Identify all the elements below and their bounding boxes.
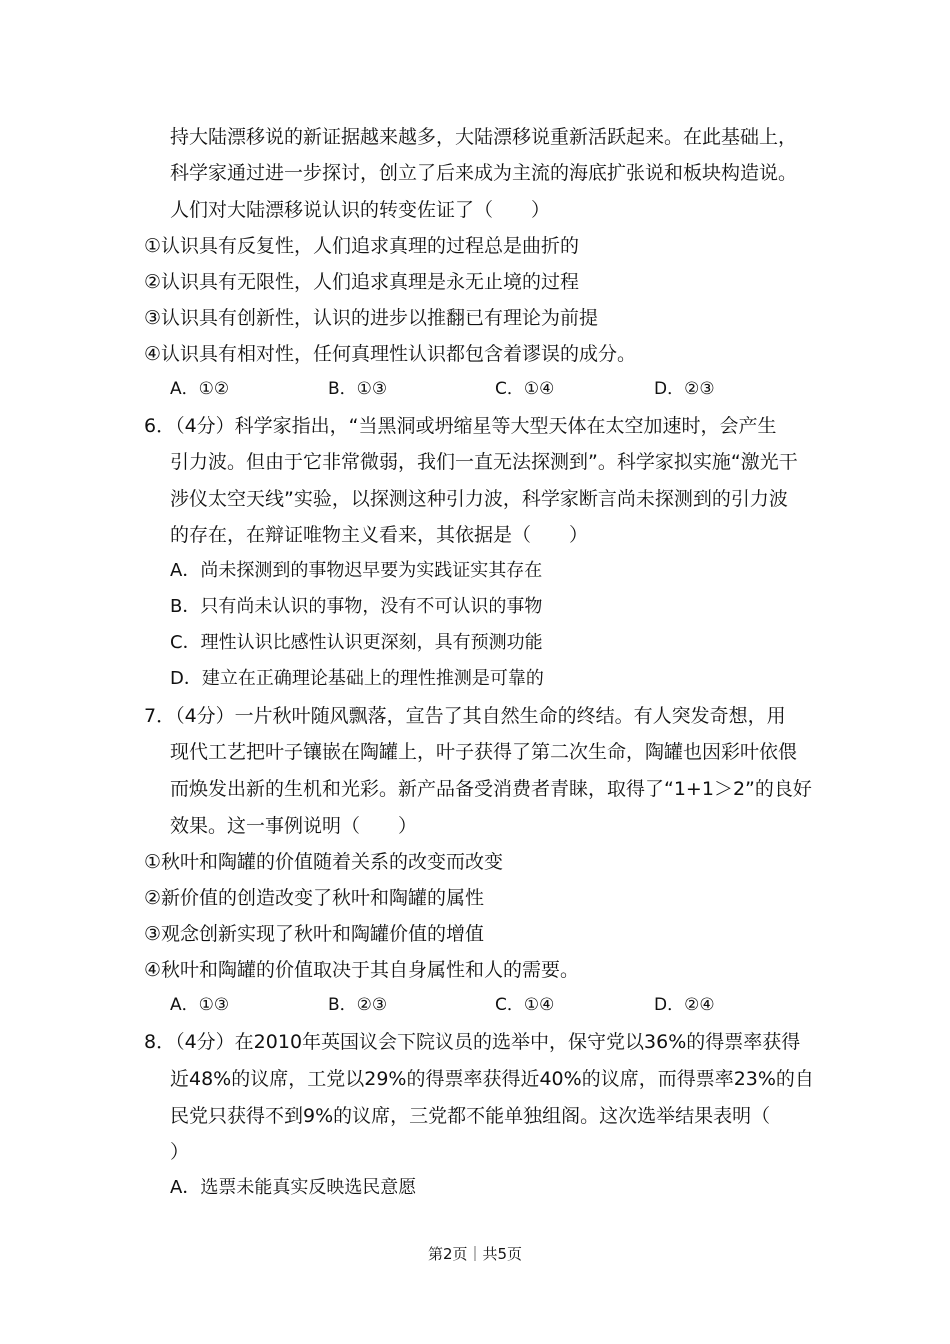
- choice-line: ①秋叶和陶罐的价值随着关系的改变而改变: [144, 851, 504, 873]
- option-b: B．②③: [328, 995, 388, 1015]
- option-c: C．①④: [495, 995, 555, 1015]
- text-line: 持大陆漂移说的新证据越来越多，大陆漂移说重新活跃起来。在此基础上，: [170, 126, 798, 148]
- text-line: 而焕发出新的生机和光彩。新产品备受消费者青睐，取得了“1+1＞2”的良好: [170, 778, 812, 800]
- text-line: 科学家通过进一步探讨，创立了后来成为主流的海底扩张说和板块构造说。: [170, 162, 798, 184]
- text-line: ）: [170, 1141, 190, 1163]
- option-line: C．理性认识比感性认识更深刻，具有预测功能: [170, 632, 543, 653]
- question-6-line: 6．（4分）科学家指出，“当黑洞或坍缩星等大型天体在太空加速时，会产生: [144, 415, 777, 437]
- choice-line: ③观念创新实现了秋叶和陶罐价值的增值: [144, 923, 485, 945]
- choice-line: ④秋叶和陶罐的价值取决于其自身属性和人的需要。: [144, 959, 580, 981]
- text-line: 近48%的议席，工党以29%的得票率获得近40%的议席，而得票率23%的自: [170, 1068, 814, 1090]
- choice-line: ②新价值的创造改变了秋叶和陶罐的属性: [144, 887, 485, 909]
- option-a: A．①③: [170, 995, 230, 1015]
- option-line: D．建立在正确理论基础上的理性推测是可靠的: [170, 668, 544, 689]
- choice-line: ④认识具有相对性，任何真理性认识都包含着谬误的成分。: [144, 343, 637, 365]
- option-line: B．只有尚未认识的事物，没有不可认识的事物: [170, 596, 543, 617]
- option-a: A．①②: [170, 379, 230, 399]
- text-line: 现代工艺把叶子镶嵌在陶罐上，叶子获得了第二次生命，陶罐也因彩叶依偎: [170, 741, 798, 763]
- question-stem-line: 人们对大陆漂移说认识的转变佐证了（ ）: [170, 199, 551, 221]
- option-d: D．②④: [654, 995, 715, 1015]
- text-line: 的存在，在辩证唯物主义看来，其依据是（ ）: [170, 524, 589, 546]
- option-line: A．尚未探测到的事物迟早要为实践证实其存在: [170, 560, 543, 581]
- choice-line: ①认识具有反复性，人们追求真理的过程总是曲折的: [144, 235, 580, 257]
- text-line: 引力波。但由于它非常微弱，我们一直无法探测到”。科学家拟实施“激光干: [170, 451, 798, 473]
- option-line: A．选票未能真实反映选民意愿: [170, 1177, 417, 1198]
- page-footer: 第2页｜共5页: [427, 1245, 523, 1263]
- choice-line: ③认识具有创新性，认识的进步以推翻已有理论为前提: [144, 307, 599, 329]
- text-line: 效果。这一事例说明（ ）: [170, 815, 418, 837]
- option-c: C．①④: [495, 379, 555, 399]
- text-line: 涉仪太空天线”实验，以探测这种引力波，科学家断言尚未探测到的引力波: [170, 488, 788, 510]
- choice-line: ②认识具有无限性，人们追求真理是永无止境的过程: [144, 271, 580, 293]
- question-8-line: 8．（4分）在2010年英国议会下院议员的选举中，保守党以36%的得票率获得: [144, 1031, 801, 1053]
- option-d: D．②③: [654, 379, 715, 399]
- text-line: 民党只获得不到9%的议席，三党都不能单独组阁。这次选举结果表明（: [170, 1105, 771, 1127]
- question-7-line: 7．（4分）一片秋叶随风飘落，宣告了其自然生命的终结。有人突发奇想，用: [144, 705, 786, 727]
- option-b: B．①③: [328, 379, 388, 399]
